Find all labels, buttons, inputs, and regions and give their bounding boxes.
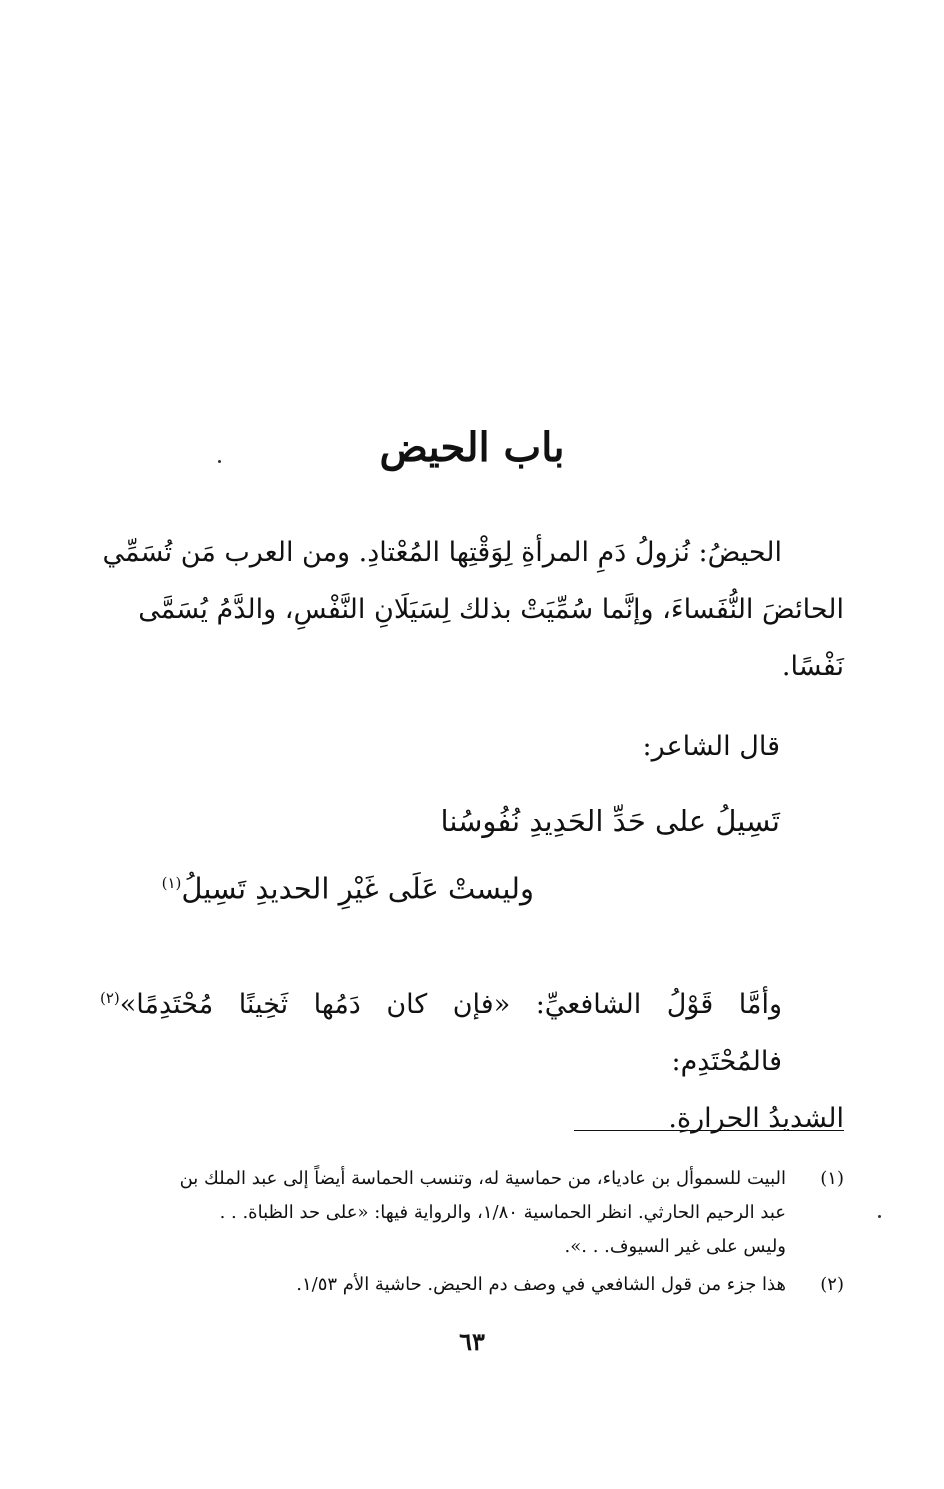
- footnote-number: (٢): [820, 1274, 844, 1295]
- footnote-marker-2[interactable]: (٢): [100, 989, 120, 1007]
- footnote-marker-1[interactable]: (١): [161, 874, 182, 892]
- footnote-number: (١): [820, 1168, 844, 1189]
- footnote-line: وليس على غير السيوف. . .».: [564, 1236, 786, 1257]
- page-number: ٦٣: [459, 1327, 485, 1356]
- definition-text: فالمُحْتَدِم:: [671, 1046, 782, 1077]
- paragraph-line: الحيضُ: نُزولُ دَمِ المرأةِ لِوَقْتِها المُعْتادِ. ومن العرب مَن تُسَمِّي: [102, 537, 782, 568]
- verse-text: وليستْ عَلَى غَيْرِ الحديدِ تَسِيلُ: [181, 871, 534, 906]
- footnote-text: [100, 1162, 786, 1264]
- footnote-separator: [574, 1130, 844, 1131]
- verse-first-hemistich: تَسِيلُ على حَدِّ الحَدِيدِ نُفُوسُنا: [440, 804, 780, 838]
- paragraph-line: الشديدُ الحرارةِ.: [668, 1103, 844, 1134]
- quote-text: وأمَّا قَوْلُ الشافعيِّ: «فإن كان دَمُها ثَخِينًا مُحْتَدِمًا»: [119, 989, 782, 1020]
- footnote-2: [100, 1268, 844, 1302]
- chapter-title: باب الحيض: [379, 424, 565, 471]
- paragraph-line: [100, 970, 844, 1090]
- verse-second-hemistich: [162, 855, 534, 917]
- footnote-line: عبد الرحيم الحارثي. انظر الحماسية ١/٨٠، والرواية فيها: «على حد الظباة. . .: [219, 1202, 786, 1223]
- footnote-line: البيت للسموأل بن عادياء، من حماسية له، وتنسب الحماسة أيضاً إلى عبد الملك بن: [179, 1168, 786, 1189]
- shafii-paragraph: [100, 970, 844, 1147]
- speck: [218, 460, 221, 463]
- paragraph-line: نَفْسًا.: [781, 651, 844, 682]
- footnote-text: هذا جزء من قول الشافعي في وصف دم الحيض. حاشية الأم ١/٥٣.: [296, 1274, 786, 1295]
- definition-paragraph: [100, 524, 844, 695]
- poet-intro: قال الشاعر:: [642, 731, 780, 762]
- speck: [878, 1215, 881, 1218]
- footnote-1: [100, 1162, 844, 1264]
- paragraph-line: الحائضَ النُّفَساءَ، وإنَّما سُمِّيَتْ بذلك لِسَيَلَانِ النَّفْسِ، والدَّمُ يُسَمَّى: [138, 594, 844, 625]
